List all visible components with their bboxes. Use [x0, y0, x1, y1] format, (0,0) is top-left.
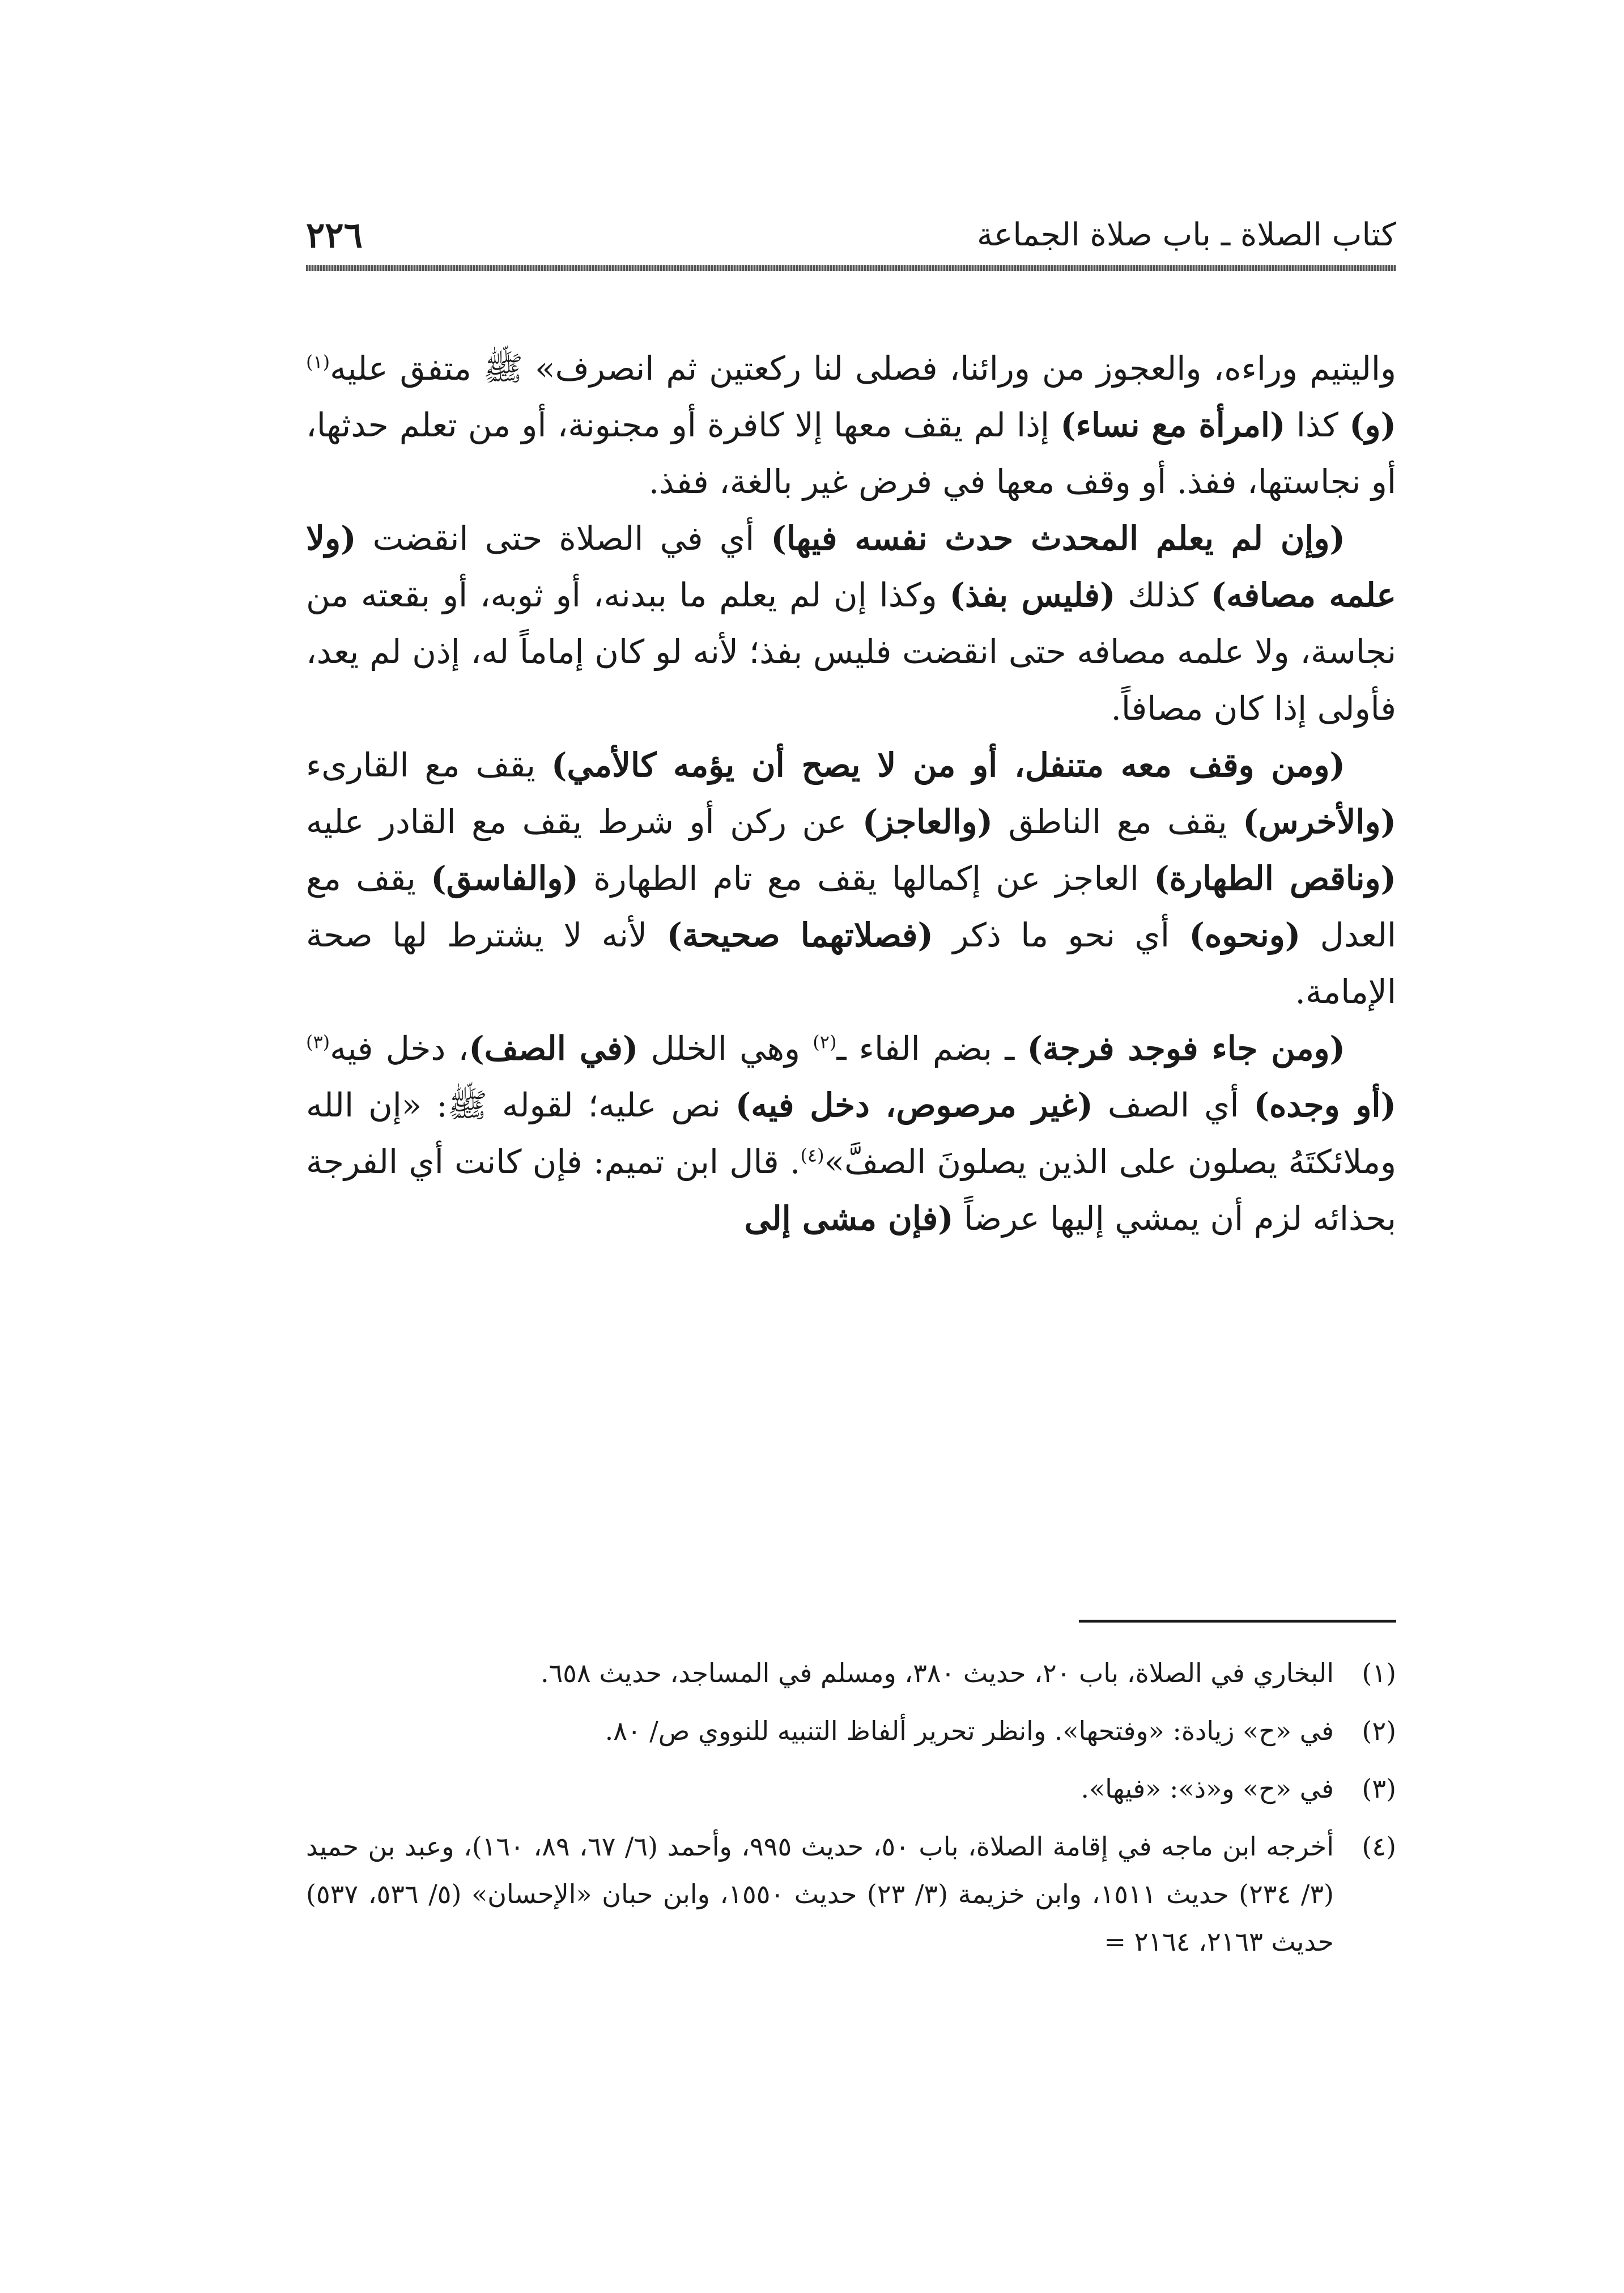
bold-term: (ومن وقف معه متنفل، أو من لا يصح أن يؤمه كالأمي) — [551, 746, 1346, 784]
footnote-divider — [1079, 1620, 1396, 1623]
footnote-text: أخرجه ابن ماجه في إقامة الصلاة، باب ٥٠، حديث ٩٩٥، وأحمد (٦/ ٦٧، ٨٩، ١٦٠)، وعبد بن حميد (٣/ ٢٣٤) حديث ١٥١١، وابن خزيمة (٣/ ٢٣) حديث ١٥٥٠، وابن حبان «الإحسان» (٥/ ٥٣٦، ٥٣٧) حديث ٢١٦٣، ٢١٦٤ = — [306, 1831, 1334, 1957]
footnote-ref-3: (٣) — [306, 1031, 330, 1053]
text-run: يقف مع العدل — [306, 859, 1397, 954]
bold-term: (وإن لم يعلم المحدث حدث نفسه فيها) — [771, 519, 1345, 558]
paragraph-3 — [306, 737, 1396, 1020]
text-run: أي الصف — [1092, 1086, 1254, 1124]
bold-term: (غير مرصوص، دخل فيه) — [735, 1086, 1093, 1124]
text-run: لأنه لا يشترط لها صحة الإمامة. — [306, 916, 1396, 1011]
header-divider — [306, 265, 1396, 271]
bold-term: (ونحوه) — [1189, 916, 1301, 954]
text-run: وكذا إن لم يعلم ما ببدنه، أو ثوبه، أو بقعته من نجاسة، ولا علمه مصافه حتى انقضت فليس بفذ؛ لأنه لو كان إماماً له، إذن لم يعد، فأولى إذا كان مصافاً. — [306, 576, 1396, 728]
page-number: ٢٢٦ — [306, 214, 363, 256]
paragraph-2 — [306, 510, 1396, 737]
text-run: عن ركن أو شرط يقف مع القادر عليه — [306, 802, 862, 841]
footnote-ref-1: (١) — [306, 351, 330, 373]
text-run: نص عليه؛ لقوله ﷺ: «إن الله وملائكتَهُ يصلون على الذين يصلونَ الصفَّ» — [306, 1086, 1396, 1181]
bold-term: (في الصف) — [469, 1029, 639, 1068]
footnote-number: (١) — [1362, 1658, 1396, 1688]
footnote-text: في «ح» و«ذ»: «فيها». — [1081, 1773, 1334, 1804]
text-run: واليتيم وراءه، والعجوز من ورائنا، فصلى لنا ركعتين ثم انصرف» ﷺ متفق عليه — [330, 349, 1396, 388]
footnote-1 — [306, 1649, 1396, 1697]
text-run: أي في الصلاة حتى انقضت — [356, 519, 771, 558]
footnote-text: البخاري في الصلاة، باب ٢٠، حديث ٣٨٠، ومسلم في المساجد، حديث ٦٥٨. — [540, 1658, 1334, 1688]
footnote-3 — [306, 1765, 1396, 1812]
bold-term: (والفاسق) — [431, 859, 579, 898]
main-text — [306, 340, 1396, 1247]
bold-term: (ولا علمه مصافه) — [306, 519, 1396, 614]
bold-term: (والعاجز) — [862, 802, 993, 841]
text-run: ـ بضم الفاء ـ — [836, 1029, 1027, 1068]
footnotes — [306, 1649, 1396, 1976]
bold-term: (فليس بفذ) — [949, 576, 1116, 614]
bold-term: (أو وجده) — [1253, 1086, 1396, 1124]
text-run: . قال ابن تميم: فإن كانت أي الفرجة بحذائه لزم أن يمشي إليها عرضاً — [306, 1143, 1396, 1238]
text-run: وهي الخلل — [638, 1029, 813, 1068]
footnote-number: (٣) — [1362, 1773, 1396, 1804]
footnote-number: (٤) — [1362, 1831, 1396, 1862]
bold-term: (امرأة مع نساء) — [1060, 406, 1286, 444]
footnote-number: (٢) — [1362, 1715, 1396, 1746]
bold-term: (وناقص الطهارة) — [1154, 859, 1396, 898]
paragraph-4 — [306, 1020, 1396, 1247]
running-title: كتاب الصلاة ـ باب صلاة الجماعة — [976, 216, 1396, 253]
text-run: يقف مع الناطق — [993, 802, 1243, 841]
footnote-2 — [306, 1707, 1396, 1755]
footnote-ref-4: (٤) — [800, 1144, 824, 1166]
text-run: كذلك — [1115, 576, 1211, 614]
bold-term: (فصلاتهما صحيحة) — [666, 916, 933, 954]
paragraph-1 — [306, 340, 1396, 510]
bold-term: (فإن مشى إلى — [744, 1199, 954, 1238]
bold-term: (ومن جاء فوجد فرجة) — [1027, 1029, 1345, 1068]
text-run: ، دخل فيه — [330, 1029, 469, 1068]
text-run: يقف مع القارىء — [306, 746, 552, 784]
footnote-4 — [306, 1823, 1396, 1965]
text-run: أي نحو ما ذكر — [933, 916, 1189, 954]
text-run: إذا لم يقف معها إلا كافرة أو مجنونة، أو من تعلم حدثها، أو نجاستها، ففذ. أو وقف معها في فرض غير بالغة، ففذ. — [306, 406, 1396, 501]
page-header — [306, 210, 1396, 261]
text-run: كذا — [1285, 406, 1350, 444]
text-run: العاجز عن إكمالها يقف مع تام الطهارة — [578, 859, 1154, 898]
bold-term: (و) — [1349, 406, 1396, 444]
footnote-text: في «ح» زيادة: «وفتحها». وانظر تحرير ألفاظ التنبيه للنووي ص/ ٨٠. — [605, 1715, 1334, 1746]
bold-term: (والأخرس) — [1243, 802, 1396, 841]
footnote-ref-2: (٢) — [813, 1031, 837, 1053]
